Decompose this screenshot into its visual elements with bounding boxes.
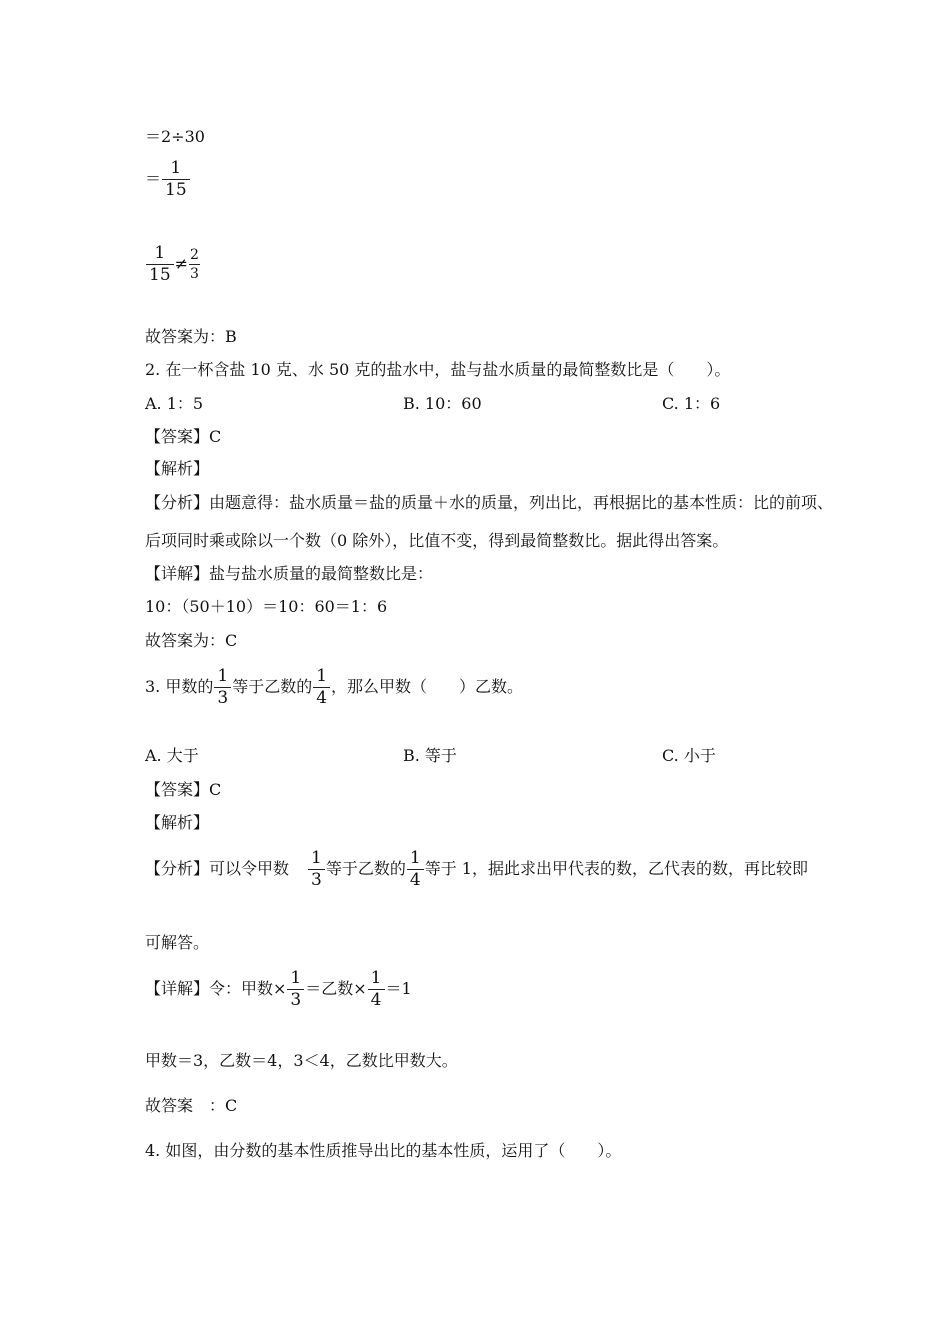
q2-option-b: B. 10：60 <box>403 394 482 413</box>
numerator: 1 <box>290 968 302 988</box>
q3-text-part1: 3. 甲数的 <box>145 677 214 696</box>
q3-detail-part2: ＝乙数× <box>305 979 367 998</box>
q2-detail-line1: 【详解】盐与盐水质量的最简整数比是： <box>145 564 434 583</box>
q3-text-part3: ，那么甲数（ ）乙数。 <box>331 677 524 696</box>
denominator: 3 <box>308 869 325 889</box>
q2-question: 2. 在一杯含盐 10 克、水 50 克的盐水中，盐与盐水质量的最简整数比是（ ）。 <box>145 360 731 379</box>
numerator: 2 <box>190 247 199 263</box>
fraction-1-3 <box>214 668 231 707</box>
numerator: 1 <box>316 666 328 686</box>
denominator: 4 <box>313 687 330 707</box>
q3-analysis-part1: 【分析】可以令甲数 <box>145 859 290 878</box>
q3-detail-line2: 甲数＝3，乙数＝4，3＜4，乙数比甲数大。 <box>145 1051 458 1070</box>
numerator: 1 <box>409 848 421 868</box>
denominator: 3 <box>287 989 304 1009</box>
numerator: 1 <box>311 848 322 868</box>
q3-option-c: C. 小于 <box>662 746 716 765</box>
sol1-answer: 故答案为：B <box>145 327 237 346</box>
fraction-1-3 <box>287 970 304 1009</box>
q3-detail-part3: ＝1 <box>385 979 412 998</box>
q2-option-a: A. 1：5 <box>145 394 204 413</box>
fraction-1-4 <box>368 970 385 1009</box>
sol1-line3 <box>145 245 201 284</box>
not-equal-sign: ≠ <box>174 254 189 273</box>
fraction-2-3 <box>189 248 200 281</box>
q3-detail-part1: 【详解】令：甲数× <box>145 979 287 998</box>
numerator: 1 <box>217 666 229 686</box>
q3-analysis-part2: 等于乙数的 <box>325 859 406 878</box>
fraction-1-4 <box>313 668 330 707</box>
q3-question <box>145 665 523 709</box>
q3-answer: 【答案】C <box>145 780 222 799</box>
q3-option-b: B. 等于 <box>403 746 457 765</box>
sol1-line2 <box>145 160 191 199</box>
q3-analysis-line2: 可解答。 <box>145 933 210 952</box>
fraction-1-15 <box>146 245 174 284</box>
fraction-1-4 <box>407 850 424 889</box>
numerator: 1 <box>170 158 182 178</box>
denominator: 15 <box>146 264 174 284</box>
denominator: 3 <box>214 687 231 707</box>
q2-detail-line2: 10：（50＋10）＝10：60＝1：6 <box>145 597 388 616</box>
denominator: 3 <box>190 266 199 282</box>
sol1-line1: ＝2÷30 <box>145 127 205 146</box>
q4-question: 4. 如图，由分数的基本性质推导出比的基本性质，运用了（ ）。 <box>145 1141 622 1160</box>
numerator: 1 <box>370 968 382 988</box>
q3-detail-line1 <box>145 967 412 1011</box>
numerator: 1 <box>154 243 166 263</box>
q2-analysis-line1: 【分析】由题意得：盐水质量＝盐的质量＋水的质量，列出比，再根据比的基本性质：比的前项、 <box>145 493 834 512</box>
q2-analysis-line2: 后项同时乘或除以一个数（0 除外），比值不变，得到最简整数比。据此得出答案。 <box>145 531 729 550</box>
denominator: 4 <box>368 989 385 1009</box>
q3-text-part2: 等于乙数的 <box>232 677 313 696</box>
q2-answer: 【答案】C <box>145 427 222 446</box>
denominator: 4 <box>407 869 424 889</box>
equals-sign: ＝ <box>145 169 162 188</box>
q3-analysis-heading: 【解析】 <box>145 813 210 832</box>
fraction-1-15 <box>162 160 190 199</box>
q2-analysis-heading: 【解析】 <box>145 459 210 478</box>
q3-analysis-part3: 等于 1，据此求出甲代表的数，乙代表的数，再比较即 <box>424 859 808 878</box>
q2-option-c: C. 1：6 <box>662 394 721 413</box>
q2-final-answer: 故答案为：C <box>145 631 238 650</box>
q3-final-answer: 故答案 ：C <box>145 1096 238 1115</box>
q3-option-a: A. 大于 <box>145 746 199 765</box>
denominator: 15 <box>162 179 190 199</box>
q3-analysis-line1 <box>145 847 808 891</box>
fraction-1-3 <box>308 850 325 889</box>
